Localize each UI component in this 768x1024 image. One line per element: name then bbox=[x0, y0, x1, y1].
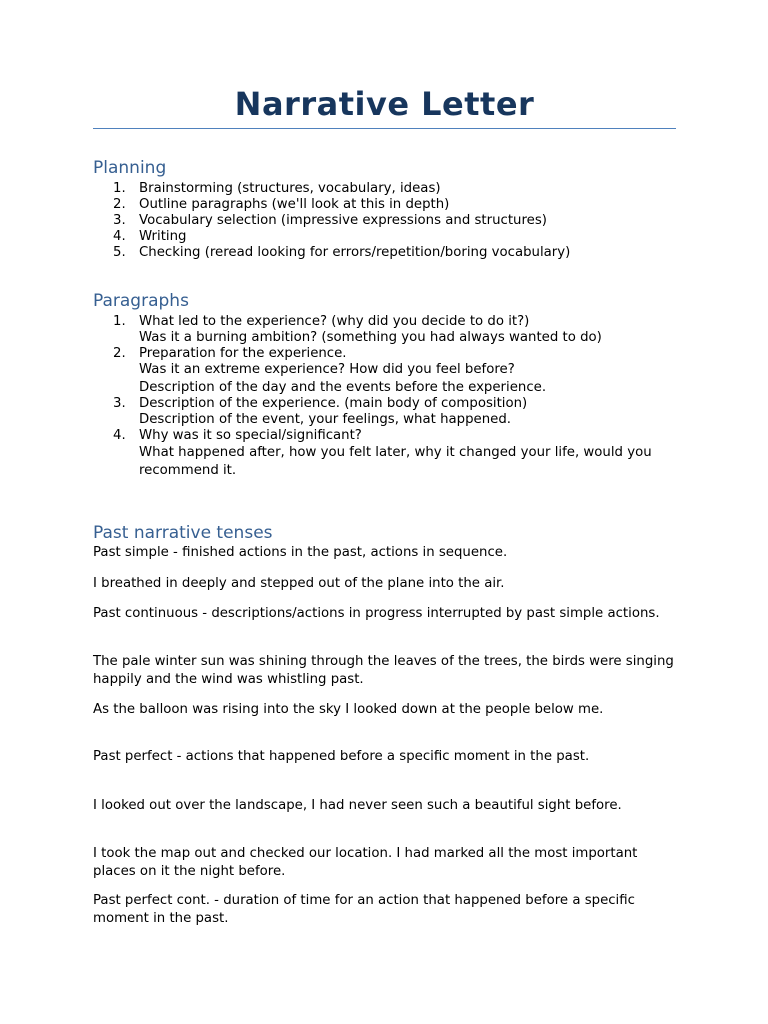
paragraphs-item-line: Description of the day and the events before the experience. bbox=[139, 380, 547, 395]
tenses-paragraph: Past continuous - descriptions/actions in progress interrupted by past simple actions. bbox=[93, 606, 660, 621]
tenses-heading: Past narrative tenses bbox=[93, 523, 273, 543]
paragraphs-item-line: What happened after, how you felt later, why it changed your life, would you recommend it. bbox=[139, 445, 652, 478]
title-underline bbox=[93, 128, 676, 129]
paragraphs-item bbox=[93, 396, 674, 428]
tenses-paragraph: Past simple - finished actions in the past, actions in sequence. bbox=[93, 545, 508, 560]
planning-item bbox=[93, 197, 570, 213]
tenses-paragraph: As the balloon was rising into the sky I looked down at the people below me. bbox=[93, 702, 604, 717]
paragraphs-list bbox=[93, 314, 674, 480]
tenses-paragraph: I took the map out and checked our location. I had marked all the most important places on it the night before. bbox=[93, 846, 638, 879]
planning-item bbox=[93, 229, 570, 245]
planning-item bbox=[93, 245, 570, 261]
planning-item bbox=[93, 181, 570, 197]
paragraphs-item-number: 3. bbox=[113, 396, 126, 411]
paragraphs-item-line: Description of the event, your feelings, what happened. bbox=[139, 412, 511, 427]
planning-item-number: 1. bbox=[113, 181, 126, 196]
paragraphs-item-line: Was it an extreme experience? How did you feel before? bbox=[139, 362, 515, 377]
paragraphs-item-number: 1. bbox=[113, 314, 126, 329]
planning-list bbox=[93, 181, 570, 261]
planning-item-text: Writing bbox=[139, 229, 187, 244]
tenses-paragraph: The pale winter sun was shining through the leaves of the trees, the birds were singing happily and the wind was whistling past. bbox=[93, 654, 674, 687]
tenses-paragraph: Past perfect - actions that happened before a specific moment in the past. bbox=[93, 749, 590, 764]
planning-item-number: 2. bbox=[113, 197, 126, 212]
planning-item bbox=[93, 213, 570, 229]
planning-item-number: 5. bbox=[113, 245, 126, 260]
paragraphs-item bbox=[93, 346, 674, 396]
paragraphs-item-number: 2. bbox=[113, 346, 126, 361]
planning-item-number: 4. bbox=[113, 229, 126, 244]
planning-item-text: Brainstorming (structures, vocabulary, ideas) bbox=[139, 181, 441, 196]
paragraphs-item-line: Preparation for the experience. bbox=[139, 346, 347, 361]
paragraphs-item-line: Why was it so special/significant? bbox=[139, 428, 362, 443]
paragraphs-item bbox=[93, 428, 674, 480]
planning-item-text: Vocabulary selection (impressive expressions and structures) bbox=[139, 213, 547, 228]
paragraphs-item-line: Was it a burning ambition? (something you had always wanted to do) bbox=[139, 330, 602, 345]
tenses-paragraph: I looked out over the landscape, I had never seen such a beautiful sight before. bbox=[93, 798, 622, 813]
planning-item-text: Checking (reread looking for errors/repetition/boring vocabulary) bbox=[139, 245, 571, 260]
paragraphs-item-line: Description of the experience. (main body of composition) bbox=[139, 396, 528, 411]
document-title: Narrative Letter bbox=[234, 85, 535, 123]
tenses-paragraph: I breathed in deeply and stepped out of the plane into the air. bbox=[93, 576, 505, 591]
planning-item-text: Outline paragraphs (we'll look at this in depth) bbox=[139, 197, 450, 212]
paragraphs-heading: Paragraphs bbox=[93, 291, 189, 311]
paragraphs-item-number: 4. bbox=[113, 428, 126, 443]
paragraphs-item bbox=[93, 314, 674, 346]
planning-heading: Planning bbox=[93, 158, 167, 178]
paragraphs-item-line: What led to the experience? (why did you decide to do it?) bbox=[139, 314, 530, 329]
tenses-paragraph: Past perfect cont. - duration of time for an action that happened before a specific moment in the past. bbox=[93, 893, 635, 926]
planning-item-number: 3. bbox=[113, 213, 126, 228]
